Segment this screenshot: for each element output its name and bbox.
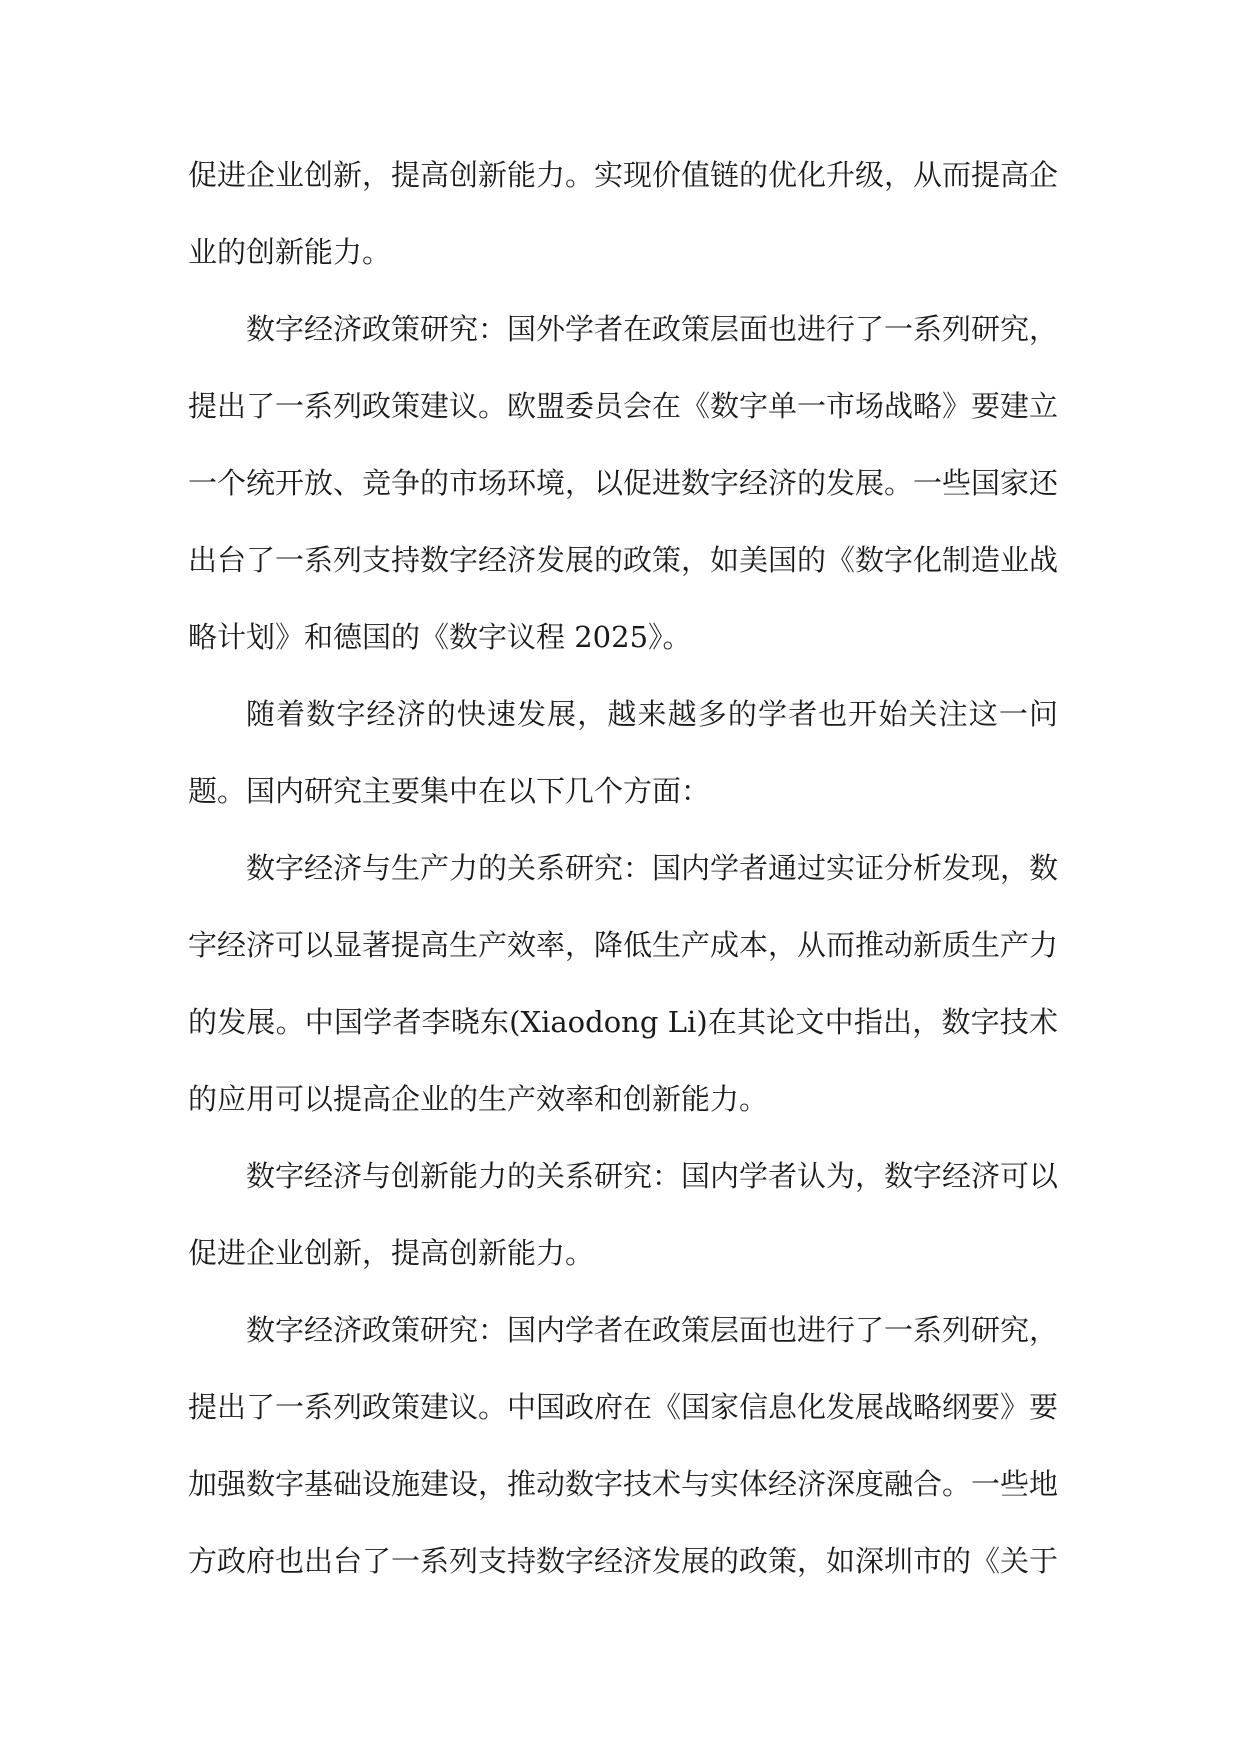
paragraph-2: 数字经济政策研究：国外学者在政策层面也进行了一系列研究，提出了一系列政策建议。欧盟委员会在《数字单一市场战略》要建立一个统开放、竞争的市场环境，以促进数字经济的发展。一些国家还出台了一系列支持数字经济发展的政策，如美国的《数字化制造业战略计划》和德国的《数字议程 2025》。: [188, 312, 1059, 654]
paragraph-3: 随着数字经济的快速发展，越来越多的学者也开始关注这一问题。国内研究主要集中在以下几个方面：: [188, 697, 1058, 808]
paragraph-6: 数字经济政策研究：国内学者在政策层面也进行了一系列研究，提出了一系列政策建议。中国政府在《国家信息化发展战略纲要》要加强数字基础设施建设，推动数字技术与实体经济深度融合。一些地方政府也出台了一系列支持数字经济发展的政策，如深圳市的《关于: [188, 1313, 1059, 1578]
paragraph-1: 促进企业创新，提高创新能力。实现价值链的优化升级，从而提高企业的创新能力。: [188, 158, 1059, 269]
paragraph-5: 数字经济与创新能力的关系研究：国内学者认为，数字经济可以促进企业创新，提高创新能力。: [188, 1159, 1059, 1270]
paragraph-4: 数字经济与生产力的关系研究：国内学者通过实证分析发现，数字经济可以显著提高生产效率，降低生产成本，从而推动新质生产力的发展。中国学者李晓东(Xiaodong Li)在其论文中指出，数字技术的应用可以提高企业的生产效率和创新能力。: [188, 851, 1059, 1116]
document-body: [188, 137, 1058, 1600]
